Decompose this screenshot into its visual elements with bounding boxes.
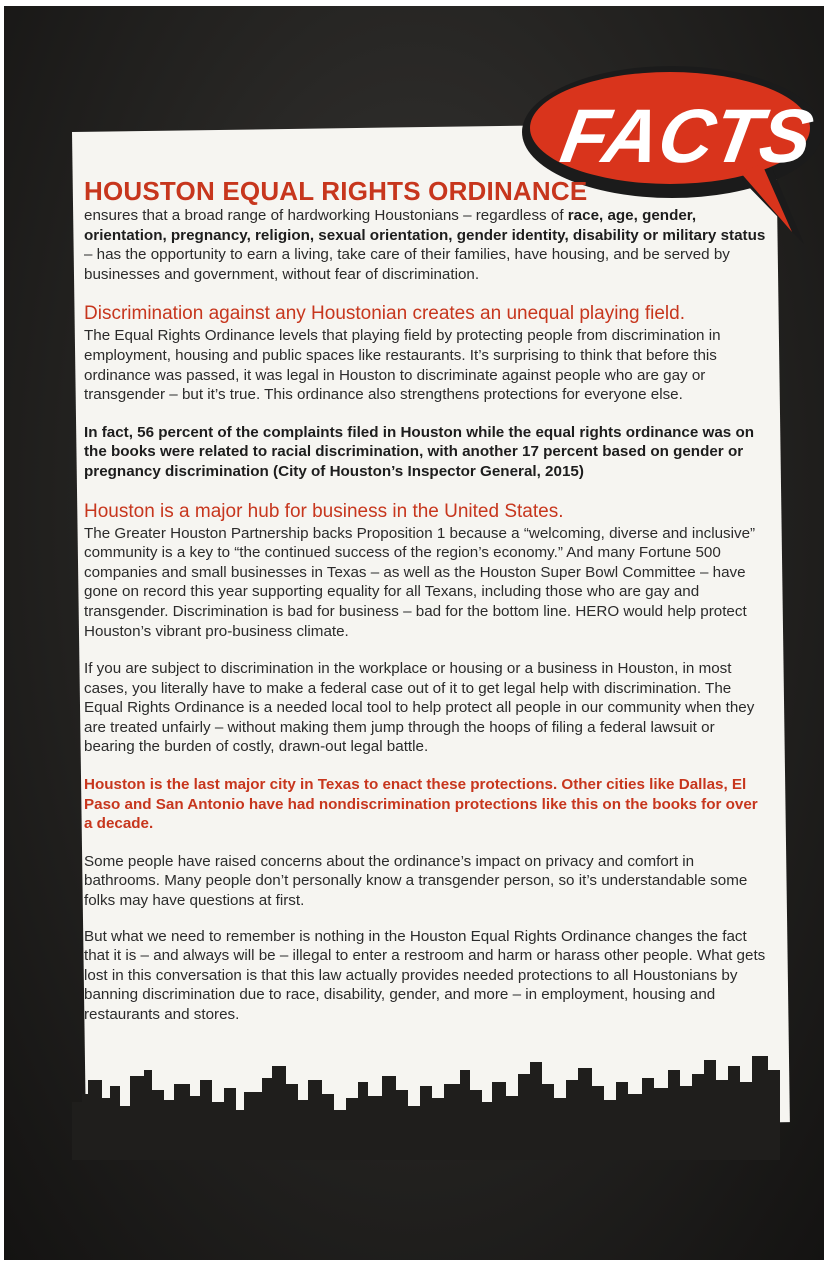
facts-label: FACTS bbox=[554, 94, 819, 179]
intro-paragraph: ensures that a broad range of hardworking Houstonians – regardless of race, age, gender, orientation, pregnancy, religion, sexual orientation, gender identity, disability or military status – has the opportunity to earn a living, take care of their families, have housing, and be served by businesses and government, without fear of discrimination. bbox=[84, 207, 766, 283]
section-body-business: The Greater Houston Partnership backs Proposition 1 because a “welcoming, diverse and inclusive” community is a key to “the continued success of the region’s economy.” And many Fortune 500 companies and small businesses in Texas – as well as the Houston Super Bowl Committee – have gone on record this year supporting equality for all Texans, including those who are gay and transgender. Discrimination is bad for business – bad for the bottom line. HERO would help protect Houston’s vibrant pro-business climate. bbox=[84, 524, 756, 640]
city-skyline-silhouette bbox=[72, 1040, 780, 1160]
last-major-city-callout: Houston is the last major city in Texas to enact these protections. Other cities like Dallas, El Paso and San Antonio have had nondiscrimination protections like this on the books for over a decade. bbox=[84, 776, 758, 833]
section-heading-business: Houston is a major hub for business in the United States. bbox=[84, 500, 564, 522]
spacer bbox=[84, 284, 766, 302]
spacer bbox=[84, 405, 766, 423]
remember-paragraph: But what we need to remember is nothing in the Houston Equal Rights Ordinance changes the fact that it is – and always will be – illegal to enter a restroom and harm or harass other people. What gets lost in this conversation is that this law actually provides needed protections to all Houstonians by banning discrimination due to race, disability, gender, and more – in employment, housing and restaurants and stores. bbox=[84, 927, 766, 1023]
spacer bbox=[84, 757, 766, 775]
spacer bbox=[84, 834, 766, 852]
spacer bbox=[84, 482, 766, 500]
page-title: HOUSTON EQUAL RIGHTS ORDINANCE bbox=[84, 176, 588, 206]
privacy-paragraph: Some people have raised concerns about the ordinance’s impact on privacy and comfort in bathrooms. Many people don’t personally know a transgender person, so it’s understandable some folks may have questions at first. bbox=[84, 852, 748, 910]
article-body bbox=[84, 176, 766, 1025]
section-body-playing-field: The Equal Rights Ordinance levels that playing field by protecting people from discrimination in employment, housing and public spaces like restaurants. It’s surprising to think that before this ordinance was passed, it was legal in Houston to discriminate against people who are gay or transgender – but it’s true. This ordinance also strengthens protections for everyone else. bbox=[84, 327, 721, 404]
complaints-statistic: In fact, 56 percent of the complaints filed in Houston while the equal rights ordinance was on the books were related to racial discrimination, with another 17 percent based on gender or pregnancy discrimination (City of Houston’s Inspector General, 2015) bbox=[84, 423, 755, 480]
spacer bbox=[84, 641, 766, 659]
spacer bbox=[84, 911, 766, 927]
federal-case-paragraph: If you are subject to discrimination in the workplace or housing or a business in Houston, in most cases, you literally have to make a federal case out of it to get legal help with discrimination. The Equal Rights Ordinance is a needed local tool to help protect all people in our community when they are treated unfairly – without making them jump through the hoops of filing a federal lawsuit or bearing the burden of costly, drawn-out legal battle. bbox=[84, 660, 755, 756]
section-heading-playing-field: Discrimination against any Houstonian creates an unequal playing field. bbox=[84, 303, 685, 325]
